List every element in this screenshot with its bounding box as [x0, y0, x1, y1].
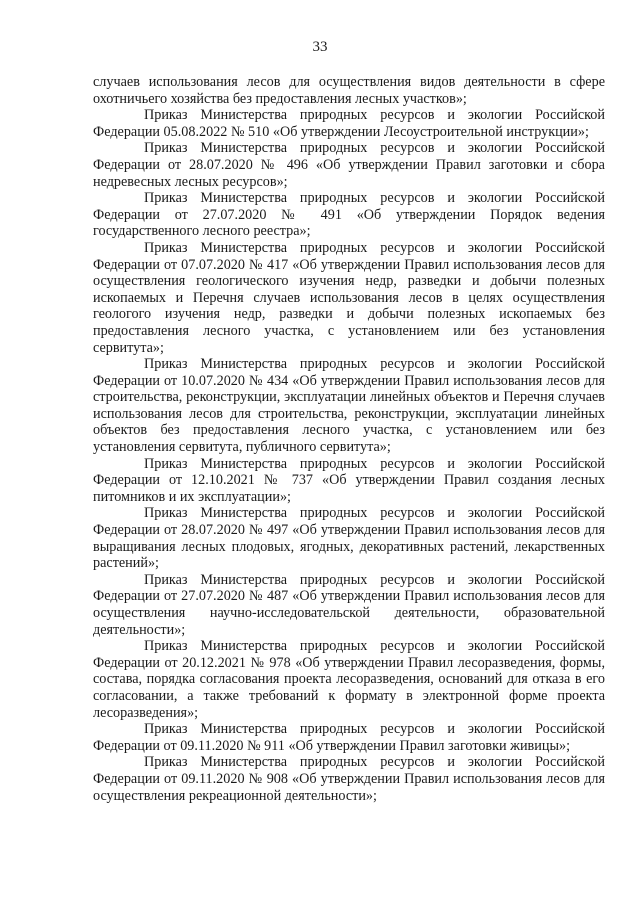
- paragraph-order-434: Приказ Министерства природных ресурсов и экологии Российской Федерации от 10.07.2020 № 434 «Об утверждении Правил использования лесов для строительства, реконструкции, эксплуатации линейных объектов и Перечня случаев использования лесов для строительства, реконструкции, эксплуатации линейных объектов без предоставления лесного участка, с установлением или без установления сервитута, публичного сервитута»;: [93, 356, 605, 456]
- paragraph-order-911: Приказ Министерства природных ресурсов и экологии Российской Федерации от 09.11.2020 № 911 «Об утверждении Правил заготовки живицы»;: [93, 721, 605, 754]
- paragraph-continuation: случаев использования лесов для осуществления видов деятельности в сфере охотничьего хозяйства без предоставления лесных участков»;: [93, 74, 605, 107]
- paragraph-order-417: Приказ Министерства природных ресурсов и экологии Российской Федерации от 07.07.2020 № 417 «Об утверждении Правил использования лесов для осуществления геологического изучения недр, разведки и добычи полезных ископаемых и Перечня случаев использования лесов в целях осуществления геологого изучения недр, разведки и добычи полезных ископаемых без предоставления лесного участка, с установлением или без установления сервитута»;: [93, 239, 605, 356]
- paragraph-order-496: Приказ Министерства природных ресурсов и экологии Российской Федерации от 28.07.2020 № 496 «Об утверждении Правил заготовки и сбора недревесных лесных ресурсов»;: [93, 140, 605, 190]
- paragraph-order-510: Приказ Министерства природных ресурсов и экологии Российской Федерации 05.08.2022 № 510 «Об утверждении Лесоустроительной инструкции»;: [93, 107, 605, 140]
- paragraph-order-491: Приказ Министерства природных ресурсов и экологии Российской Федерации от 27.07.2020 № 491 «Об утверждении Порядок ведения государственного лесного реестра»;: [93, 190, 605, 240]
- paragraph-order-487: Приказ Министерства природных ресурсов и экологии Российской Федерации от 27.07.2020 № 487 «Об утверждении Правил использования лесов для осуществления научно-исследовательской деятельности, образовательной деятельности»;: [93, 571, 605, 638]
- paragraph-order-908: Приказ Министерства природных ресурсов и экологии Российской Федерации от 09.11.2020 № 908 «Об утверждении Правил использования лесов для осуществления рекреационной деятельности»;: [93, 754, 605, 804]
- page-number: 33: [312, 39, 328, 55]
- paragraph-order-497: Приказ Министерства природных ресурсов и экологии Российской Федерации от 28.07.2020 № 497 «Об утверждении Правил использования лесов для выращивания лесных плодовых, ягодных, декоративных растений, лекарственных растений»;: [93, 505, 605, 572]
- paragraph-order-978: Приказ Министерства природных ресурсов и экологии Российской Федерации от 20.12.2021 № 978 «Об утверждении Правил лесоразведения, формы, состава, порядка согласования проекта лесоразведения, оснований для отказа в его согласовании, а также требований к формату в электронной форме проекта лесоразведения»;: [93, 638, 605, 721]
- paragraph-order-737: Приказ Министерства природных ресурсов и экологии Российской Федерации от 12.10.2021 № 737 «Об утверждении Правил создания лесных питомников и их эксплуатации»;: [93, 455, 605, 505]
- document-body: [93, 74, 605, 804]
